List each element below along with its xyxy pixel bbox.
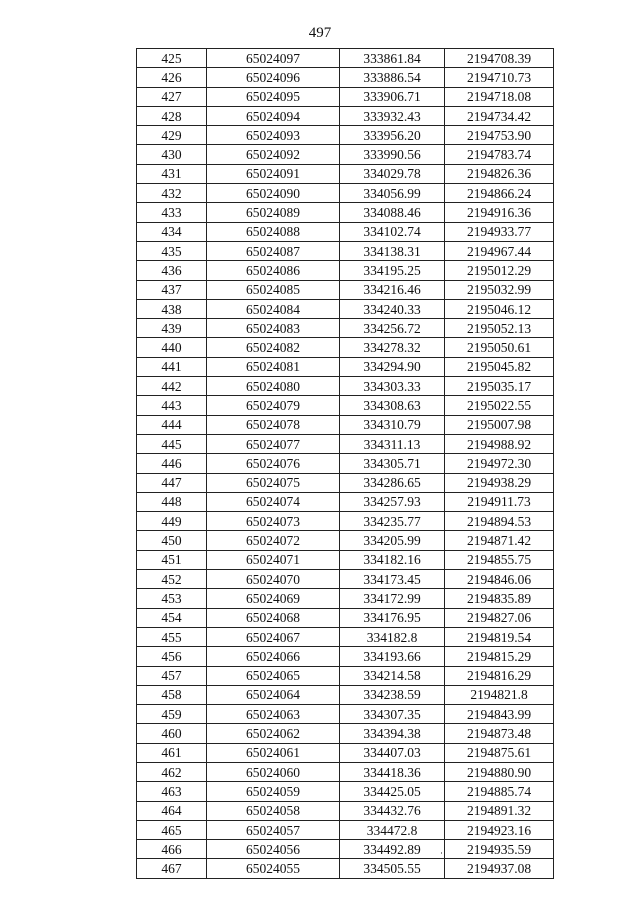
y-coordinate-cell: 2194866.24: [445, 184, 554, 203]
table-row: [137, 87, 554, 106]
table-row: [137, 49, 554, 68]
x-coordinate-cell: 333990.56: [340, 145, 445, 164]
row-number-cell: 451: [137, 550, 207, 569]
y-coordinate-cell: 2194843.99: [445, 705, 554, 724]
table-row: [137, 647, 554, 666]
table-row: [137, 338, 554, 357]
y-coordinate-cell: 2194935.59: [445, 840, 554, 859]
point-id-cell: 65024064: [207, 685, 340, 704]
table-row: [137, 261, 554, 280]
x-coordinate-cell: 333932.43: [340, 106, 445, 125]
table-row: [137, 608, 554, 627]
y-coordinate-cell: 2194734.42: [445, 106, 554, 125]
row-number-cell: 450: [137, 531, 207, 550]
table-row: [137, 589, 554, 608]
row-number-cell: 457: [137, 666, 207, 685]
point-id-cell: 65024056: [207, 840, 340, 859]
x-coordinate-cell: 334305.71: [340, 454, 445, 473]
x-coordinate-cell: 334238.59: [340, 685, 445, 704]
table-row: [137, 184, 554, 203]
point-id-cell: 65024065: [207, 666, 340, 685]
row-number-cell: 464: [137, 801, 207, 820]
row-number-cell: 463: [137, 782, 207, 801]
x-coordinate-cell: 334102.74: [340, 222, 445, 241]
table-row: [137, 145, 554, 164]
row-number-cell: 452: [137, 570, 207, 589]
table-row: [137, 512, 554, 531]
point-id-cell: 65024080: [207, 377, 340, 396]
table-row: [137, 666, 554, 685]
y-coordinate-cell: 2194916.36: [445, 203, 554, 222]
x-coordinate-cell: 334505.55: [340, 859, 445, 878]
point-id-cell: 65024067: [207, 627, 340, 646]
y-coordinate-cell: 2195052.13: [445, 319, 554, 338]
x-coordinate-cell: 334195.25: [340, 261, 445, 280]
row-number-cell: 467: [137, 859, 207, 878]
x-coordinate-cell: 334311.13: [340, 434, 445, 453]
row-number-cell: 445: [137, 434, 207, 453]
y-coordinate-cell: 2194846.06: [445, 570, 554, 589]
x-coordinate-cell: 334240.33: [340, 299, 445, 318]
row-number-cell: 455: [137, 627, 207, 646]
y-coordinate-cell: 2194710.73: [445, 68, 554, 87]
y-coordinate-cell: 2194988.92: [445, 434, 554, 453]
y-coordinate-cell: 2194821.8: [445, 685, 554, 704]
table-row: [137, 106, 554, 125]
point-id-cell: 65024072: [207, 531, 340, 550]
point-id-cell: 65024088: [207, 222, 340, 241]
x-coordinate-cell: 334407.03: [340, 743, 445, 762]
table-row: [137, 743, 554, 762]
row-number-cell: 448: [137, 492, 207, 511]
row-number-cell: 454: [137, 608, 207, 627]
x-coordinate-cell: 334303.33: [340, 377, 445, 396]
y-coordinate-cell: 2194894.53: [445, 512, 554, 531]
row-number-cell: 438: [137, 299, 207, 318]
table-row: [137, 434, 554, 453]
table-row: [137, 705, 554, 724]
x-coordinate-cell: 334182.16: [340, 550, 445, 569]
y-coordinate-cell: 2195045.82: [445, 357, 554, 376]
y-coordinate-cell: 2194885.74: [445, 782, 554, 801]
x-coordinate-cell: 334173.45: [340, 570, 445, 589]
x-coordinate-cell: 334172.99: [340, 589, 445, 608]
row-number-cell: 444: [137, 415, 207, 434]
y-coordinate-cell: 2194816.29: [445, 666, 554, 685]
table-row: [137, 126, 554, 145]
row-number-cell: 436: [137, 261, 207, 280]
point-id-cell: 65024096: [207, 68, 340, 87]
y-coordinate-cell: 2194880.90: [445, 762, 554, 781]
table-row: [137, 859, 554, 878]
row-number-cell: 462: [137, 762, 207, 781]
x-coordinate-cell: 334257.93: [340, 492, 445, 511]
table-row: [137, 454, 554, 473]
table-row: [137, 68, 554, 87]
x-coordinate-cell: 334472.8: [340, 820, 445, 839]
x-coordinate-cell: 334394.38: [340, 724, 445, 743]
point-id-cell: 65024091: [207, 164, 340, 183]
y-coordinate-cell: 2194923.16: [445, 820, 554, 839]
point-id-cell: 65024076: [207, 454, 340, 473]
x-coordinate-cell: 334310.79: [340, 415, 445, 434]
row-number-cell: 461: [137, 743, 207, 762]
y-coordinate-cell: 2194937.08: [445, 859, 554, 878]
x-coordinate-cell: 334425.05: [340, 782, 445, 801]
table-row: [137, 820, 554, 839]
x-coordinate-cell: 334418.36: [340, 762, 445, 781]
row-number-cell: 431: [137, 164, 207, 183]
point-id-cell: 65024089: [207, 203, 340, 222]
table-row: [137, 222, 554, 241]
x-coordinate-cell: 334286.65: [340, 473, 445, 492]
row-number-cell: 425: [137, 49, 207, 68]
row-number-cell: 441: [137, 357, 207, 376]
point-id-cell: 65024092: [207, 145, 340, 164]
x-coordinate-cell: 334138.31: [340, 241, 445, 260]
table-row: [137, 241, 554, 260]
x-coordinate-cell: 333956.20: [340, 126, 445, 145]
point-id-cell: 65024084: [207, 299, 340, 318]
y-coordinate-cell: 2194871.42: [445, 531, 554, 550]
point-id-cell: 65024060: [207, 762, 340, 781]
x-coordinate-cell: 334214.58: [340, 666, 445, 685]
x-coordinate-cell: 334492.89: [340, 840, 445, 859]
table-row: [137, 299, 554, 318]
x-coordinate-cell: 334056.99: [340, 184, 445, 203]
row-number-cell: 466: [137, 840, 207, 859]
point-id-cell: 65024095: [207, 87, 340, 106]
point-id-cell: 65024083: [207, 319, 340, 338]
point-id-cell: 65024079: [207, 396, 340, 415]
x-coordinate-cell: 333886.54: [340, 68, 445, 87]
point-id-cell: 65024077: [207, 434, 340, 453]
y-coordinate-cell: 2194718.08: [445, 87, 554, 106]
y-coordinate-cell: 2194855.75: [445, 550, 554, 569]
row-number-cell: 446: [137, 454, 207, 473]
y-coordinate-cell: 2194972.30: [445, 454, 554, 473]
x-coordinate-cell: 334235.77: [340, 512, 445, 531]
point-id-cell: 65024090: [207, 184, 340, 203]
row-number-cell: 439: [137, 319, 207, 338]
x-coordinate-cell: 334294.90: [340, 357, 445, 376]
table-row: [137, 782, 554, 801]
row-number-cell: 430: [137, 145, 207, 164]
y-coordinate-cell: 2195035.17: [445, 377, 554, 396]
x-coordinate-cell: 334205.99: [340, 531, 445, 550]
table-row: [137, 570, 554, 589]
x-coordinate-cell: 333906.71: [340, 87, 445, 106]
table-row: [137, 531, 554, 550]
x-coordinate-cell: 334308.63: [340, 396, 445, 415]
table-row: [137, 840, 554, 859]
y-coordinate-cell: 2194819.54: [445, 627, 554, 646]
scan-speck: [441, 852, 442, 854]
point-id-cell: 65024097: [207, 49, 340, 68]
y-coordinate-cell: 2194708.39: [445, 49, 554, 68]
table-row: [137, 164, 554, 183]
row-number-cell: 427: [137, 87, 207, 106]
table-row: [137, 801, 554, 820]
point-id-cell: 65024074: [207, 492, 340, 511]
table-row: [137, 550, 554, 569]
coordinates-table-body: [137, 49, 554, 879]
x-coordinate-cell: 334307.35: [340, 705, 445, 724]
x-coordinate-cell: 334182.8: [340, 627, 445, 646]
y-coordinate-cell: 2194815.29: [445, 647, 554, 666]
point-id-cell: 65024094: [207, 106, 340, 125]
point-id-cell: 65024078: [207, 415, 340, 434]
point-id-cell: 65024068: [207, 608, 340, 627]
x-coordinate-cell: 334216.46: [340, 280, 445, 299]
row-number-cell: 435: [137, 241, 207, 260]
point-id-cell: 65024055: [207, 859, 340, 878]
x-coordinate-cell: 334432.76: [340, 801, 445, 820]
x-coordinate-cell: 334278.32: [340, 338, 445, 357]
row-number-cell: 426: [137, 68, 207, 87]
x-coordinate-cell: 334029.78: [340, 164, 445, 183]
point-id-cell: 65024071: [207, 550, 340, 569]
y-coordinate-cell: 2195050.61: [445, 338, 554, 357]
row-number-cell: 437: [137, 280, 207, 299]
table-row: [137, 396, 554, 415]
table-row: [137, 492, 554, 511]
x-coordinate-cell: 334193.66: [340, 647, 445, 666]
row-number-cell: 442: [137, 377, 207, 396]
x-coordinate-cell: 334088.46: [340, 203, 445, 222]
point-id-cell: 65024086: [207, 261, 340, 280]
y-coordinate-cell: 2195012.29: [445, 261, 554, 280]
table-row: [137, 415, 554, 434]
x-coordinate-cell: 333861.84: [340, 49, 445, 68]
row-number-cell: 460: [137, 724, 207, 743]
page-number: 497: [308, 25, 332, 41]
table-row: [137, 377, 554, 396]
row-number-cell: 433: [137, 203, 207, 222]
y-coordinate-cell: 2194967.44: [445, 241, 554, 260]
table-row: [137, 280, 554, 299]
point-id-cell: 65024082: [207, 338, 340, 357]
y-coordinate-cell: 2194873.48: [445, 724, 554, 743]
y-coordinate-cell: 2195032.99: [445, 280, 554, 299]
y-coordinate-cell: 2194891.32: [445, 801, 554, 820]
row-number-cell: 453: [137, 589, 207, 608]
table-row: [137, 627, 554, 646]
table-row: [137, 357, 554, 376]
coordinates-table: [136, 48, 554, 879]
table-row: [137, 473, 554, 492]
y-coordinate-cell: 2194938.29: [445, 473, 554, 492]
y-coordinate-cell: 2194933.77: [445, 222, 554, 241]
x-coordinate-cell: 334256.72: [340, 319, 445, 338]
row-number-cell: 456: [137, 647, 207, 666]
point-id-cell: 65024062: [207, 724, 340, 743]
y-coordinate-cell: 2194753.90: [445, 126, 554, 145]
point-id-cell: 65024093: [207, 126, 340, 145]
row-number-cell: 429: [137, 126, 207, 145]
y-coordinate-cell: 2195046.12: [445, 299, 554, 318]
table-row: [137, 319, 554, 338]
x-coordinate-cell: 334176.95: [340, 608, 445, 627]
point-id-cell: 65024057: [207, 820, 340, 839]
y-coordinate-cell: 2194783.74: [445, 145, 554, 164]
row-number-cell: 447: [137, 473, 207, 492]
table-row: [137, 203, 554, 222]
point-id-cell: 65024085: [207, 280, 340, 299]
point-id-cell: 65024066: [207, 647, 340, 666]
point-id-cell: 65024069: [207, 589, 340, 608]
row-number-cell: 458: [137, 685, 207, 704]
row-number-cell: 459: [137, 705, 207, 724]
table-row: [137, 685, 554, 704]
point-id-cell: 65024073: [207, 512, 340, 531]
point-id-cell: 65024075: [207, 473, 340, 492]
row-number-cell: 434: [137, 222, 207, 241]
y-coordinate-cell: 2194826.36: [445, 164, 554, 183]
y-coordinate-cell: 2194875.61: [445, 743, 554, 762]
row-number-cell: 465: [137, 820, 207, 839]
y-coordinate-cell: 2194911.73: [445, 492, 554, 511]
point-id-cell: 65024087: [207, 241, 340, 260]
y-coordinate-cell: 2195022.55: [445, 396, 554, 415]
row-number-cell: 428: [137, 106, 207, 125]
table-row: [137, 724, 554, 743]
point-id-cell: 65024070: [207, 570, 340, 589]
y-coordinate-cell: 2194835.89: [445, 589, 554, 608]
row-number-cell: 432: [137, 184, 207, 203]
row-number-cell: 443: [137, 396, 207, 415]
y-coordinate-cell: 2195007.98: [445, 415, 554, 434]
point-id-cell: 65024058: [207, 801, 340, 820]
point-id-cell: 65024059: [207, 782, 340, 801]
row-number-cell: 440: [137, 338, 207, 357]
y-coordinate-cell: 2194827.06: [445, 608, 554, 627]
point-id-cell: 65024081: [207, 357, 340, 376]
point-id-cell: 65024061: [207, 743, 340, 762]
table-row: [137, 762, 554, 781]
point-id-cell: 65024063: [207, 705, 340, 724]
row-number-cell: 449: [137, 512, 207, 531]
